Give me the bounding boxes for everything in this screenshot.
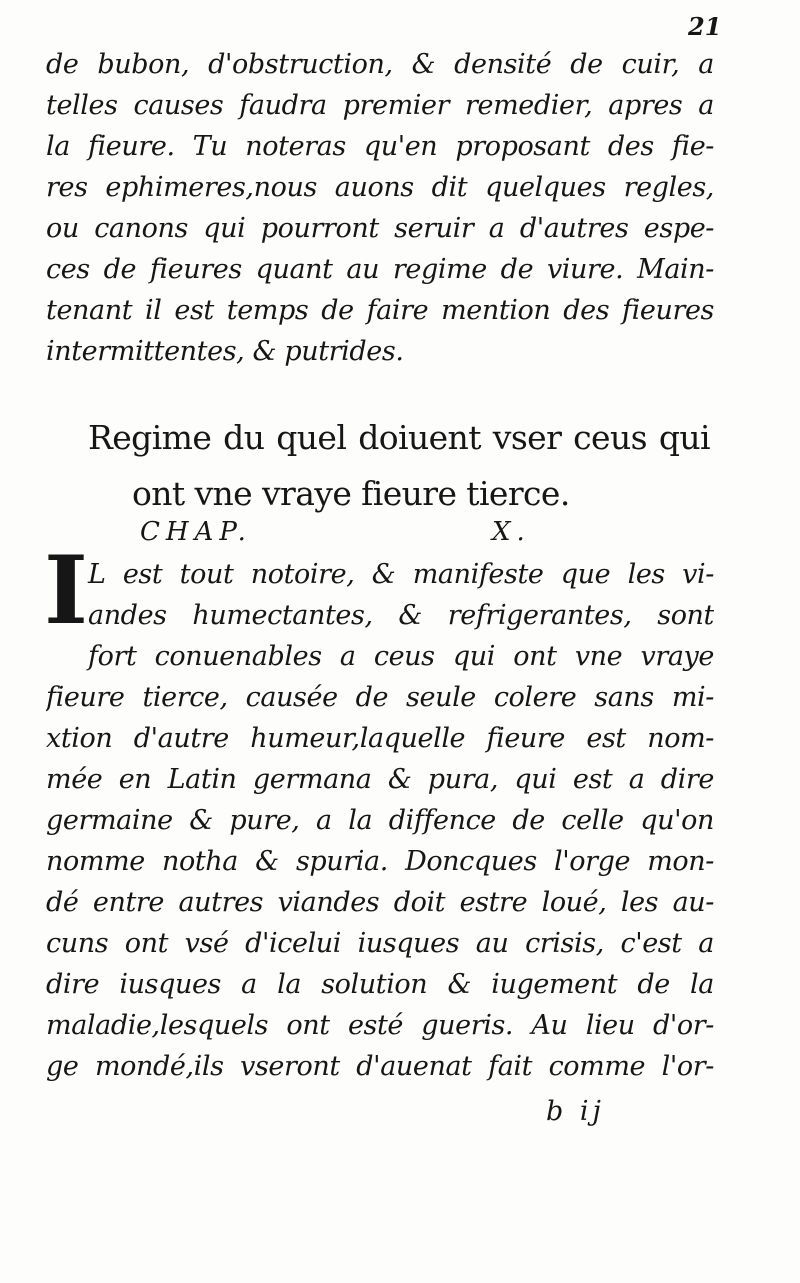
text-line: germaine & pure, a la diffence de celle qu'on xyxy=(46,805,714,836)
text-line: tenant il est temps de faire mention des fieures xyxy=(46,295,714,326)
chapter-label-text: CHAP. xyxy=(140,517,252,547)
chapter-heading xyxy=(88,410,710,522)
signature-mark: b ij xyxy=(546,1096,605,1127)
top-paragraph xyxy=(46,44,714,372)
chapter-label xyxy=(140,514,540,550)
text-line: ces de fieures quant au regime de viure. Main- xyxy=(46,254,714,285)
text-line: res ephimeres,nous auons dit quelques regles, xyxy=(46,172,714,203)
text-line: fieure tierce, causée de seule colere sans mi- xyxy=(46,682,714,713)
text-line: dé entre autres viandes doit estre loué, les au- xyxy=(46,887,714,918)
text-line: fort conuenables a ceus qui ont vne vraye xyxy=(88,641,714,672)
text-line: dire iusques a la solution & iugement de la xyxy=(46,969,714,1000)
text-line: L est tout notoire, & manifeste que les vi- xyxy=(88,559,714,590)
text-line: la fieure. Tu noteras qu'en proposant des fie- xyxy=(46,131,714,162)
drop-cap: I xyxy=(44,536,88,646)
text-line: andes humectantes, & refrigerantes, sont xyxy=(88,600,714,631)
text-line: de bubon, d'obstruction, & densité de cuir, a xyxy=(46,49,714,80)
heading-line: ont vne vraye fieure tierce. xyxy=(132,474,570,513)
text-line: ge mondé,ils vseront d'auenat fait comme l'or- xyxy=(46,1051,714,1082)
text-line: xtion d'autre humeur,laquelle fieure est nom- xyxy=(46,723,714,754)
text-line: intermittentes, & putrides. xyxy=(46,336,404,367)
heading-line: Regime du quel doiuent vser ceus qui xyxy=(88,418,710,457)
chapter-number: X. xyxy=(492,517,531,547)
text-line: nomme notha & spuria. Doncques l'orge mon- xyxy=(46,846,714,877)
main-paragraph xyxy=(46,554,714,1087)
text-line: telles causes faudra premier remedier, apres a xyxy=(46,90,714,121)
text-line: cuns ont vsé d'icelui iusques au crisis, c'est a xyxy=(46,928,714,959)
text-line: mée en Latin germana & pura, qui est a dire xyxy=(46,764,714,795)
page-number: 21 xyxy=(688,12,722,41)
text-line: maladie,lesquels ont esté gueris. Au lieu d'or- xyxy=(46,1010,714,1041)
text-line: ou canons qui pourront seruir a d'autres espe- xyxy=(46,213,714,244)
